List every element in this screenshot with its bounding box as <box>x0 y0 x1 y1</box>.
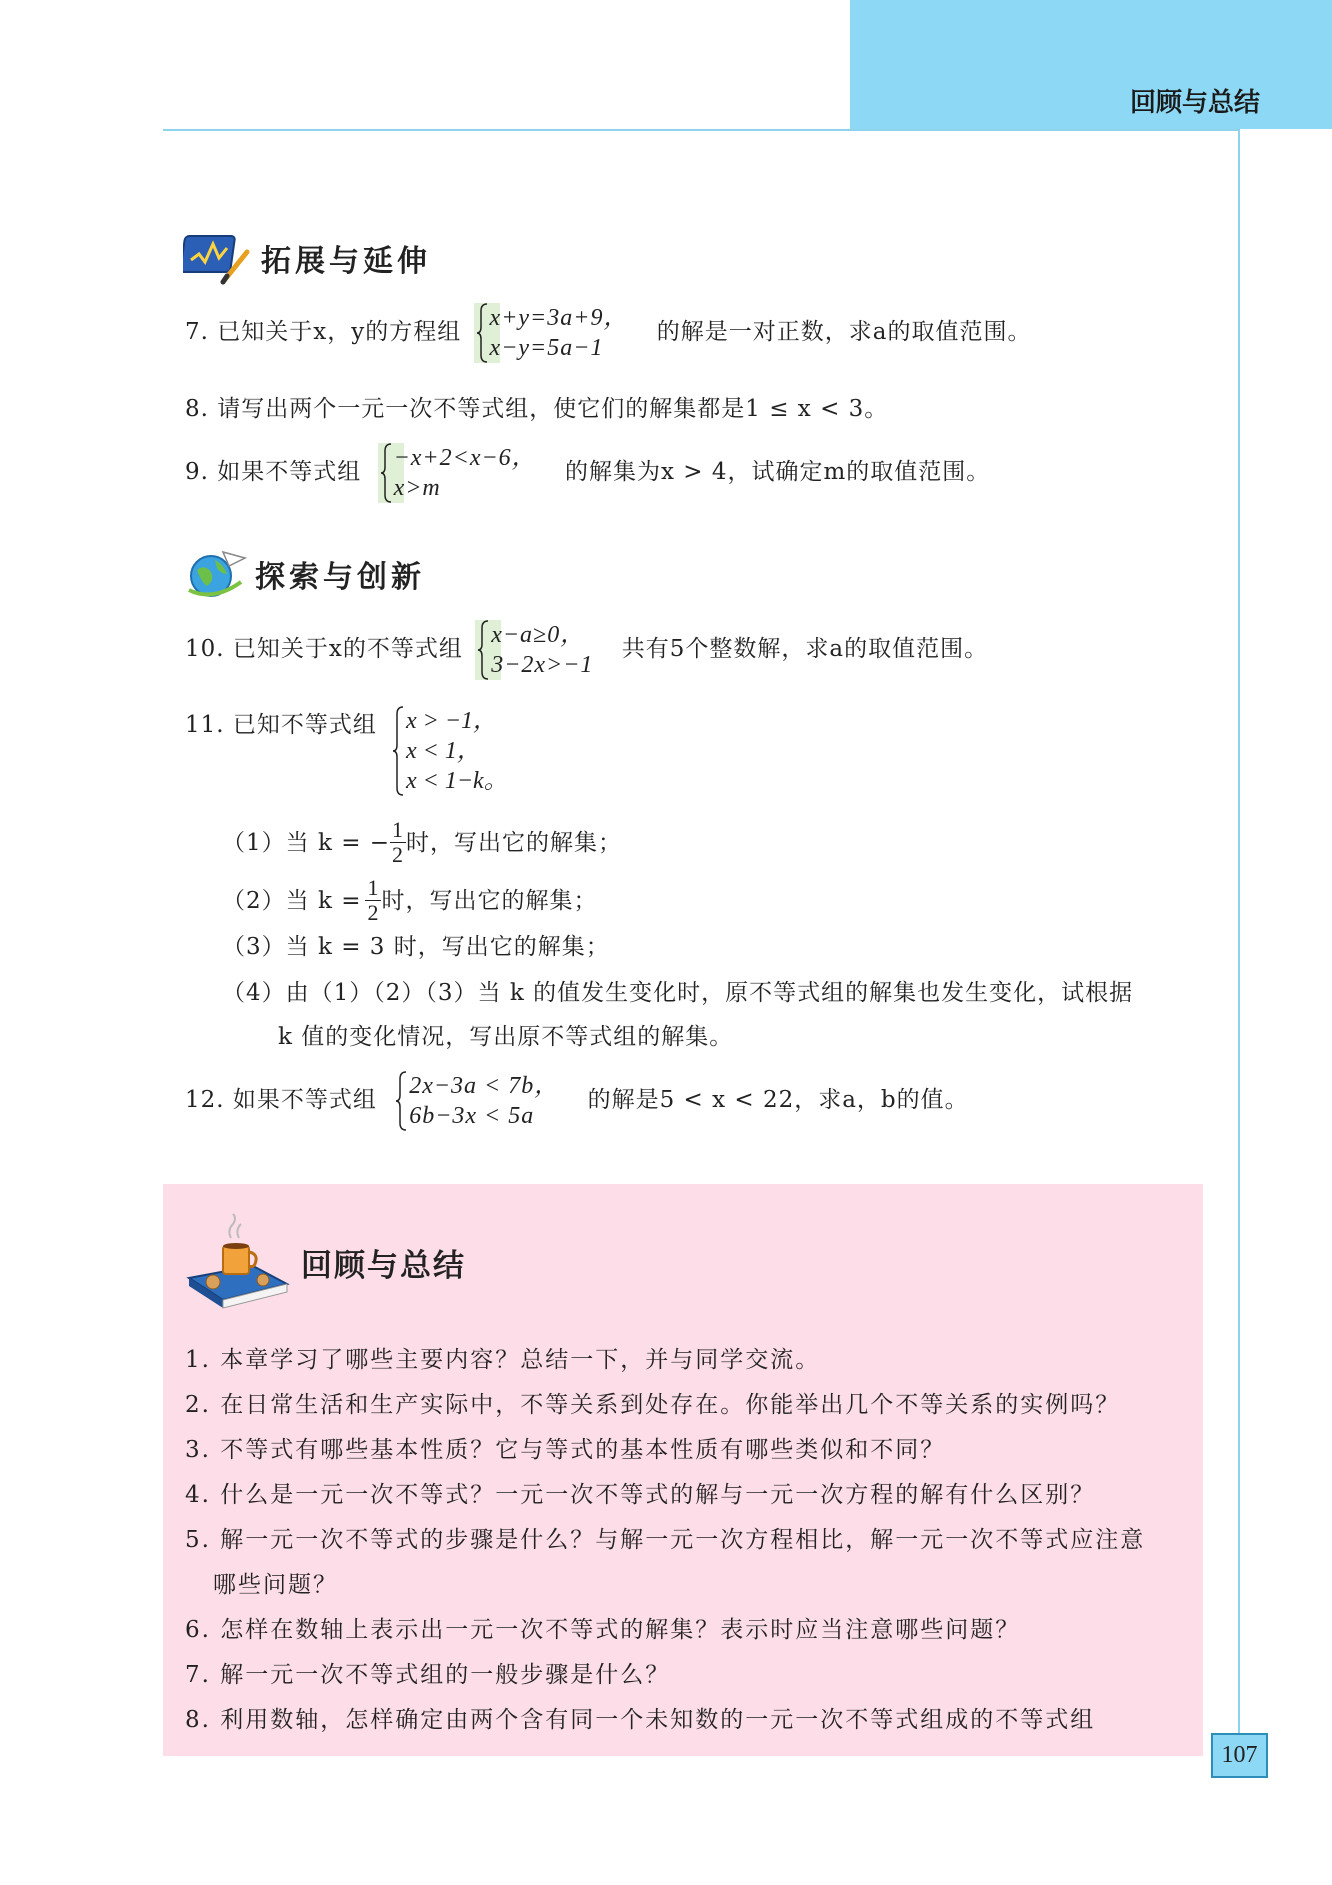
left-brace <box>477 620 489 680</box>
problem-7-lead: 已知关于x，y的方程组 <box>217 319 462 345</box>
system-11-row-2: x < 1， <box>406 738 481 764</box>
review-item-2: 2. 在日常生活和生产实际中，不等关系到处存在。你能举出几个不等关系的实例吗？ <box>185 1392 1121 1418</box>
inequality-system-9 <box>378 443 537 503</box>
system-9-row-2: x>m <box>393 475 441 501</box>
problem-9-lead: 如果不等式组 <box>217 459 362 485</box>
review-item-6: 6. 怎样在数轴上表示出一元一次不等式的解集？表示时应当注意哪些问题？ <box>185 1617 1021 1643</box>
extension-heading <box>183 230 431 286</box>
problem-11-part-4: （4）由（1）（2）（3）当 k 的值发生变化时，原不等式组的解集也发生变化，试根据 <box>222 980 1134 1006</box>
problem-11-part-4-cont: k 值的变化情况，写出原不等式组的解集。 <box>278 1024 734 1050</box>
right-margin-rule <box>1238 129 1240 1734</box>
problem-8: 8. 请写出两个一元一次不等式组，使它们的解集都是1 ≤ x < 3。 <box>185 396 889 422</box>
system-10-row-1: x−a≥0， <box>491 622 586 648</box>
review-item-7: 7. 解一元一次不等式组的一般步骤是什么？ <box>185 1662 671 1688</box>
problem-10-tail: 共有5个整数解，求a的取值范围。 <box>621 636 989 662</box>
left-brace <box>476 303 488 363</box>
part-1-lead: （1）当 k = − <box>222 829 391 856</box>
review-item-1: 1. 本章学习了哪些主要内容？总结一下，并与同学交流。 <box>185 1347 821 1373</box>
system-12-row-1: 2x−3a < 7b， <box>409 1073 560 1099</box>
problem-11-number: 11. <box>185 712 225 738</box>
problem-12 <box>185 1071 969 1131</box>
review-item-5: 5. 解一元一次不等式的步骤是什么？与解一元一次方程相比，解一元一次不等式应注意 <box>185 1527 1146 1553</box>
explore-heading <box>183 546 425 602</box>
problem-10-lead: 已知关于x的不等式组 <box>232 636 463 662</box>
inequality-system-11 <box>390 706 508 796</box>
problem-12-lead: 如果不等式组 <box>232 1087 377 1113</box>
left-brace <box>395 1071 407 1131</box>
left-brace <box>392 706 404 796</box>
inequality-system-10 <box>475 620 593 680</box>
problem-9-number: 9. <box>185 459 209 485</box>
left-brace <box>380 443 392 503</box>
part-2-tail: 时，写出它的解集； <box>381 887 598 914</box>
equation-system-7 <box>474 303 629 363</box>
problem-11-part-2 <box>222 876 597 925</box>
system-11-row-1: x > −1， <box>406 708 498 734</box>
review-title: 回顾与总结 <box>301 1247 466 1284</box>
problem-11-part-3: （3）当 k = 3 时，写出它的解集； <box>222 934 610 960</box>
header-rule <box>163 129 1240 131</box>
review-item-3: 3. 不等式有哪些基本性质？它与等式的基本性质有哪些类似和不同？ <box>185 1437 946 1463</box>
header-title: 回顾与总结 <box>1129 88 1260 118</box>
part-2-lead: （2）当 k = <box>222 887 362 914</box>
review-box <box>163 1184 1203 1756</box>
problem-11-lead: 已知不等式组 <box>232 712 377 738</box>
review-item-4: 4. 什么是一元一次不等式？一元一次不等式的解与一元一次方程的解有什么区别？ <box>185 1482 1096 1508</box>
chart-pen-icon <box>183 230 253 286</box>
problem-12-tail: 的解是5 < x < 22，求a，b的值。 <box>587 1087 969 1113</box>
problem-11 <box>185 710 377 740</box>
problem-7-tail: 的解是一对正数，求a的取值范围。 <box>656 319 1032 345</box>
system-7-row-2: x−y=5a−1 <box>489 335 604 361</box>
page-number: 107 <box>1211 1733 1268 1778</box>
book-mug-icon <box>183 1212 293 1312</box>
problem-9 <box>185 443 990 503</box>
system-12-row-2: 6b−3x < 5a <box>409 1103 535 1129</box>
problem-7 <box>185 303 1031 363</box>
review-item-8: 8. 利用数轴，怎样确定由两个含有同一个未知数的一元一次不等式组成的不等式组 <box>185 1707 1096 1733</box>
fraction: $\frac{1}{2}$ <box>367 875 380 925</box>
system-11-row-3: x < 1−k。 <box>406 768 508 794</box>
extension-title: 拓展与延伸 <box>261 244 431 279</box>
globe-plane-icon <box>183 546 247 602</box>
problem-9-tail: 的解集为x > 4，试确定m的取值范围。 <box>564 459 991 485</box>
review-list <box>185 1338 1145 1743</box>
inequality-system-12 <box>393 1071 559 1131</box>
problem-10 <box>185 620 988 680</box>
review-item-5-cont: 哪些问题？ <box>213 1572 338 1598</box>
problem-12-number: 12. <box>185 1087 225 1113</box>
system-9-row-1: −x+2<x−6， <box>393 445 537 471</box>
system-10-row-2: 3−2x>−1 <box>491 652 594 678</box>
problem-7-number: 7. <box>185 319 209 345</box>
fraction: $\frac{1}{2}$ <box>392 817 405 867</box>
review-heading <box>183 1212 466 1312</box>
system-7-row-1: x+y=3a+9， <box>489 305 629 331</box>
explore-title: 探索与创新 <box>255 560 425 595</box>
part-1-tail: 时，写出它的解集； <box>406 829 623 856</box>
problem-11-part-1 <box>222 818 622 867</box>
problem-10-number: 10. <box>185 636 225 662</box>
